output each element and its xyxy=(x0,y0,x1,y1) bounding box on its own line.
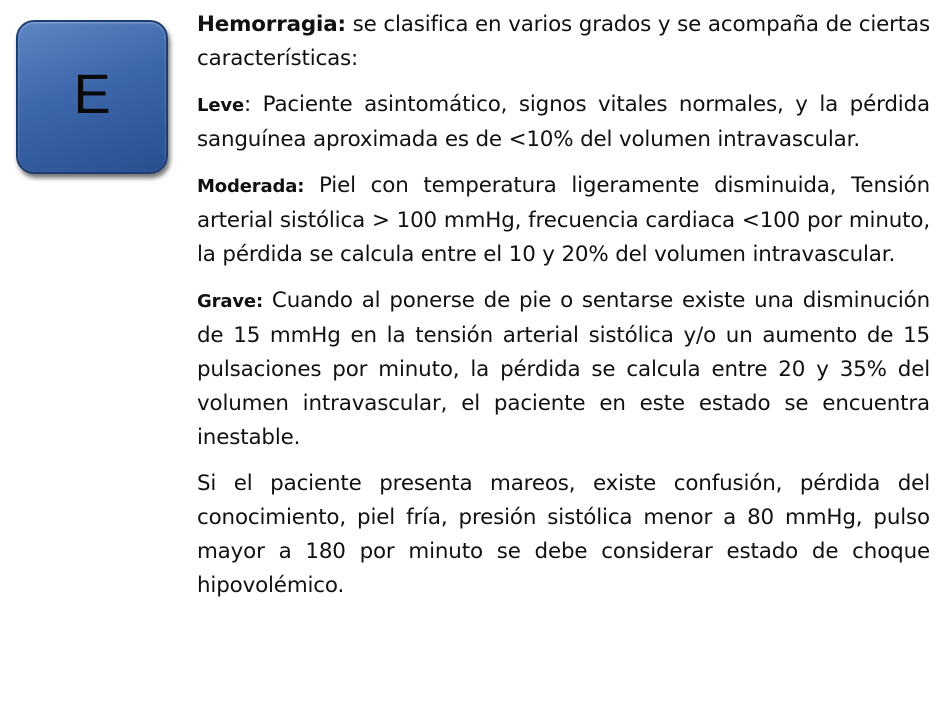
shock-text: Si el paciente presenta mareos, existe confusión, pérdida del conocimiento, piel fría, presión sistólica menor a 80 mmHg, pulso mayor a 180 por minuto se debe considerar estado de choque hipovolémico. xyxy=(197,471,930,598)
moderada-text: Piel con temperatura ligeramente disminuida, Tensión arterial sistólica > 100 mmHg, frecuencia cardiaca <100 por minuto, la pérdida se calcula entre el 10 y 20% del volumen intravascular. xyxy=(197,173,930,267)
leve-text: : Paciente asintomático, signos vitales normales, y la pérdida sanguínea aproximada es de <10% del volumen intravascular. xyxy=(197,92,930,152)
intro-text: se clasifica en varios grados y se acompaña de ciertas características: xyxy=(197,12,930,71)
moderada-paragraph xyxy=(197,169,930,272)
section-letter: E xyxy=(73,62,111,125)
hemorrhage-text-block xyxy=(197,8,930,615)
grave-paragraph xyxy=(197,284,930,455)
term-hemorragia: Hemorragia: xyxy=(197,12,346,37)
term-grave: Grave: xyxy=(197,291,264,312)
leve-paragraph xyxy=(197,88,930,157)
section-letter-badge xyxy=(16,20,168,174)
term-moderada: Moderada: xyxy=(197,176,305,197)
term-leve: Leve xyxy=(197,95,245,116)
intro-paragraph xyxy=(197,8,930,76)
shock-paragraph xyxy=(197,467,930,603)
grave-text: Cuando al ponerse de pie o sentarse existe una disminución de 15 mmHg en la tensión arterial sistólica y/o un aumento de 15 pulsaciones por minuto, la pérdida se calcula entre 20 y 35% del volumen intravascular, el paciente en este estado se encuentra inestable. xyxy=(197,288,930,450)
